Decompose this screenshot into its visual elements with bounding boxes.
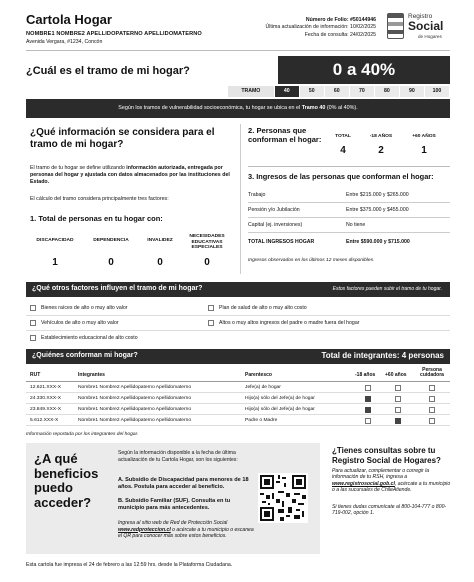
member-rut: 23.849.XXX-X — [30, 407, 61, 412]
table-row — [26, 384, 450, 393]
member-senior-checkbox — [395, 418, 401, 424]
info-p1-a: El tramo de tu hogar se define utilizando — [30, 165, 127, 171]
member-name: Nombre1 Nombre2 Apellidopaterno Apellidomaterno — [78, 407, 192, 412]
income-label: Trabajo — [248, 192, 266, 198]
household-col-value: 2 — [378, 145, 384, 156]
income-value: Entre $590.000 y $715.000 — [346, 239, 410, 245]
factor-divider — [26, 315, 450, 316]
contact-phone: Si tienes dudas comunícate al 800-104-777 o 800-719-002, opción 1. — [332, 504, 447, 517]
folio-label: Número de Folio: — [305, 17, 349, 23]
factor-checkbox — [208, 305, 214, 311]
factor-checkbox — [30, 335, 36, 341]
members-col-parentesco: Parentesco — [245, 372, 272, 378]
factor-checkbox — [30, 305, 36, 311]
page-title: Cartola Hogar — [26, 12, 112, 27]
info-paragraph — [30, 165, 235, 186]
household-col-label: +60 AÑOS — [412, 134, 436, 139]
benefits-intro: Según la información disponible a la fecha de última actualización de tu Cartola Hogar, son los siguientes: — [118, 450, 238, 463]
category-value: 0 — [108, 257, 114, 268]
tramo-scale-cell: 40 — [275, 86, 300, 97]
member-caregiver-checkbox — [429, 407, 435, 413]
registro-social-logo — [387, 13, 449, 43]
tramo-value: 0 a 40% — [278, 56, 450, 84]
tramo-description-band — [26, 99, 450, 118]
category-label: DISCAPACIDAD — [36, 238, 74, 243]
factor-label: Altos o muy altos ingresos del padre o madre fuera del hogar — [219, 320, 360, 326]
category-value: 0 — [157, 257, 163, 268]
category-label: INVALIDEZ — [147, 238, 173, 243]
registro-social-link[interactable]: www.registrosocial.gob.cl — [332, 480, 395, 487]
consult-value: 24/02/2025 — [350, 31, 376, 38]
household-address: Avenida Vergara, #1234, Concón — [26, 39, 103, 45]
members-col-integrantes: Integrantes — [78, 372, 105, 378]
household-heading: 2. Personas que conforman el hogar: — [248, 126, 322, 144]
info-p1-b: información autorizada, entregada por personas del hogar y ajustada con datos almacenados por las instituciones del Estado. — [30, 165, 230, 185]
income-row — [248, 188, 450, 203]
info-heading: ¿Qué información se considera para el tramo de mi hogar? — [30, 127, 215, 150]
household-col-value: 4 — [340, 145, 346, 156]
benefits-more-pre: Ingresa al sitio web de Red de Protección Social — [118, 520, 228, 526]
members-note: Información reportada por los integrantes del hogar. — [26, 432, 139, 437]
income-label: TOTAL INGRESOS HOGAR — [248, 239, 315, 245]
benefits-more-post: o acércate a tu municipio o escanea el QR para conocer más sobre estos beneficios. — [118, 526, 254, 539]
income-row — [248, 218, 450, 233]
gobierno-shield-icon — [387, 13, 404, 39]
factors-band — [26, 282, 450, 297]
tramo-band-text: Según los tramos de vulnerabilidad socioeconómica, tu hogar se ubica en el — [118, 105, 302, 111]
category-value: 0 — [204, 257, 210, 268]
member-relation: Hijo(a) sólo del Jefe(a) de hogar — [245, 407, 315, 412]
member-senior-checkbox — [395, 396, 401, 402]
member-caregiver-checkbox — [429, 385, 435, 391]
update-label: Última actualización de información: — [265, 24, 349, 31]
benefit-a: A. Subsidio de Discapacidad para menores de 18 años. Postula para acceder al beneficio. — [118, 477, 249, 491]
folio-value: #50144946 — [350, 17, 376, 23]
factor-divider — [26, 330, 450, 331]
factors-note: Estos factores pueden subir el tramo de tu hogar. — [332, 286, 442, 292]
factor-label: Vehículos de alto o muy alto valor — [41, 320, 119, 326]
member-relation: Jefe(a) de hogar — [245, 385, 281, 390]
factor-label: Plan de salud de alto o muy alto costo — [219, 305, 307, 311]
income-value: Entre $375.000 y $455.000 — [346, 207, 409, 213]
member-senior-checkbox — [395, 385, 401, 391]
info-factors-intro: El cálculo del tramo considera principalmente tres factores: — [30, 196, 169, 202]
factor-label: Bienes raíces de alto o muy alto valor — [41, 305, 128, 311]
member-rut: 5.612.XXX-X — [30, 418, 59, 423]
income-value: No tiene — [346, 222, 366, 228]
members-header-divider — [26, 381, 450, 382]
income-value: Entre $215.000 y $265.000 — [346, 192, 409, 198]
household-col-label: -18 AÑOS — [369, 134, 393, 139]
header-divider — [26, 50, 450, 51]
tramo-band-bold: Tramo 40 — [301, 105, 326, 111]
factor-item — [30, 333, 230, 346]
tramo-scale — [228, 86, 450, 97]
total-persons-heading: 1. Total de personas en tu hogar con: — [30, 214, 163, 223]
category-label: DEPENDENCIA — [93, 238, 129, 243]
consult-label: Fecha de consulta: — [304, 31, 349, 38]
member-minor-checkbox — [365, 418, 371, 424]
footer-print-note: Esta cartola fue impresa el 24 de febrero a las 12:59 hrs. desde la Plataforma Ciudadana. — [26, 562, 233, 568]
member-senior-checkbox — [395, 407, 401, 413]
header-metadata — [232, 17, 376, 39]
member-caregiver-checkbox — [429, 396, 435, 402]
tramo-scale-cell: 60 — [325, 86, 350, 97]
factor-checkbox — [208, 320, 214, 326]
logo-main-text: Social — [408, 19, 444, 33]
members-col-menor: -18 años — [355, 372, 376, 378]
member-name: Nombre1 Nombre2 Apellidopaterno Apellidomaterno — [78, 385, 192, 390]
contact-p1-pre: Para actualizar, complementar o corregir la información de tu RSH, ingresa a — [332, 468, 430, 481]
income-note: Ingresos observados en los últimos 12 meses disponibles. — [248, 258, 375, 263]
tramo-scale-label: TRAMO — [228, 86, 275, 97]
benefits-question: ¿A qué beneficios puedo acceder? — [34, 451, 99, 510]
qr-code-icon[interactable] — [258, 473, 308, 523]
tramo-scale-cell: 70 — [350, 86, 375, 97]
member-name: Nombre1 Nombre2 Apellidopaterno Apellidomaterno — [78, 396, 192, 401]
logo-top-text: Registro — [408, 13, 433, 20]
factor-label: Establecimiento educacional de alto costo — [41, 335, 138, 341]
member-rut: 12.621.XXX-X — [30, 385, 61, 390]
member-minor-checkbox — [365, 385, 371, 391]
income-total-row — [248, 235, 450, 250]
factor-checkbox — [30, 320, 36, 326]
table-row — [26, 395, 450, 404]
members-total: Total de integrantes: 4 personas — [321, 351, 444, 360]
contact-paragraph — [332, 468, 452, 494]
benefits-more-info — [118, 520, 256, 540]
category-label: NECESIDADES EDUCATIVAS ESPECIALES — [189, 234, 225, 251]
column-divider — [240, 124, 241, 274]
members-band — [26, 349, 450, 364]
tramo-scale-cell: 100 — [425, 86, 450, 97]
members-col-cuidadora: Persona cuidadora — [420, 367, 444, 379]
member-minor-checkbox — [365, 407, 371, 413]
member-relation: Padre o Madre — [245, 418, 278, 423]
member-relation: Hijo(a) sólo del Jefe(a) de hogar — [245, 396, 315, 401]
members-heading: ¿Quiénes conforman mi hogar? — [32, 352, 138, 359]
table-row — [26, 417, 450, 426]
member-name: Nombre1 Nombre2 Apellidopaterno Apellidomaterno — [78, 418, 192, 423]
tramo-question: ¿Cuál es el tramo de mi hogar? — [26, 65, 190, 77]
household-col-label: TOTAL — [335, 134, 351, 139]
update-value: 10/02/2025 — [350, 24, 376, 31]
members-col-mayor: +60 años — [385, 372, 407, 378]
red-proteccion-link[interactable]: www.redproteccion.cl — [118, 526, 171, 533]
factors-heading: ¿Qué otros factores influyen el tramo de mi hogar? — [32, 285, 203, 292]
contact-heading: ¿Tienes consultas sobre tu Registro Social de Hogares? — [332, 446, 441, 465]
household-col-value: 1 — [421, 145, 427, 156]
income-label: Pensión y/o Jubilación — [248, 207, 300, 213]
category-value: 1 — [52, 257, 58, 268]
household-head-name: NOMBRE1 NOMBRE2 APELLIDOPATERNO APELLIDOMATERNO — [26, 31, 202, 37]
income-heading: 3. Ingresos de las personas que conforman el hogar: — [248, 172, 434, 181]
income-row — [248, 203, 450, 218]
logo-sub-text: de Hogares — [418, 34, 442, 39]
tramo-scale-cell: 50 — [300, 86, 325, 97]
members-col-rut: RUT — [30, 372, 41, 378]
tramo-scale-cell: 90 — [400, 86, 425, 97]
member-minor-checkbox — [365, 396, 371, 402]
member-rut: 24.330.XXX-X — [30, 396, 61, 401]
tramo-scale-cell: 80 — [375, 86, 400, 97]
benefit-b: B. Subsidio Familiar (SUF). Consulta en tu municipio para más antecedentes. — [118, 498, 231, 512]
contact-p1-post: , acércate a tu municipio o a las sucursales de ChileAtiende. — [332, 480, 451, 494]
income-label: Capital (ej. inversiones) — [248, 222, 303, 228]
table-row — [26, 406, 450, 415]
tramo-band-tail: (0% al 40%). — [325, 105, 358, 111]
household-divider — [248, 166, 450, 167]
member-caregiver-checkbox — [429, 418, 435, 424]
